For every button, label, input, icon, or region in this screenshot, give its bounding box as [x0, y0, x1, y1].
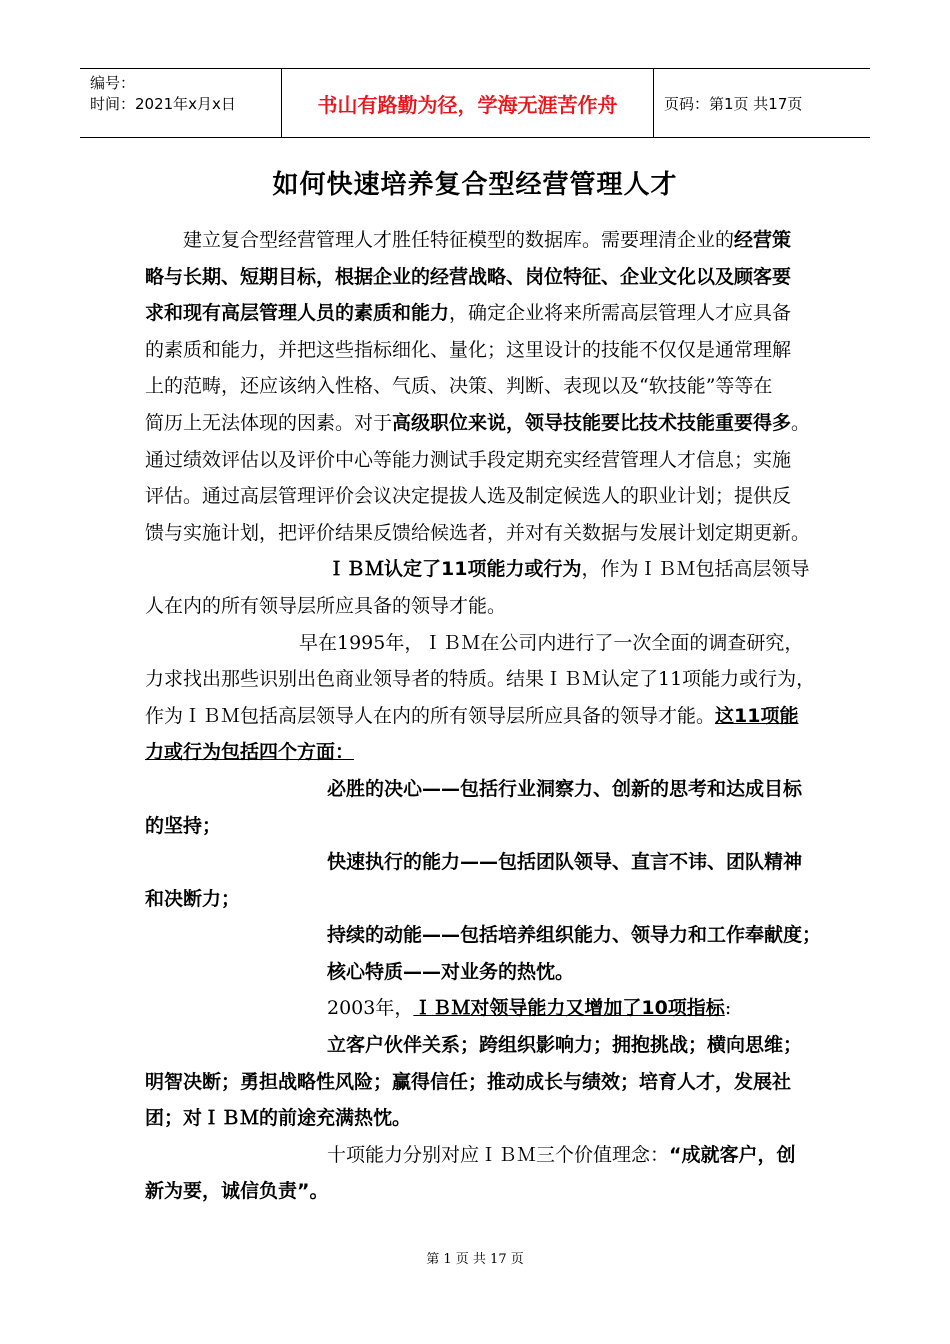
text-line: 早在1995年，ＩＢＭ在公司内进行了一次全面的调查研究， — [299, 631, 804, 654]
text-line: 略与长期、短期目标，根据企业的经营战略、岗位特征、企业文化以及顾客要 — [145, 265, 792, 288]
header-motto: 书山有路勤为径，学海无涯苦作舟 — [317, 92, 618, 117]
text-line: 和决断力； — [145, 887, 241, 910]
text-line: 新为要，诚信负责”。 — [145, 1180, 329, 1203]
text-run: 十项能力分别对应ＩＢＭ三个价值理念： — [327, 1143, 670, 1166]
text-line — [145, 222, 805, 259]
text-line: 力或行为包括四个方面： — [145, 741, 355, 764]
text-line: 馈与实施计划，把评价结果反馈给候选者，并对有关数据与发展计划定期更新。 — [145, 521, 811, 544]
bold-text: 经营策 — [734, 229, 792, 251]
document-body — [145, 222, 822, 1210]
text-line — [145, 295, 805, 332]
text-line: 团；对ＩＢＭ的前途充满热忱。 — [145, 1107, 412, 1130]
text-line: 人在内的所有领导层所应具备的领导才能。 — [145, 594, 507, 617]
text-run: 作为ＩＢＭ包括高层领导人在内的所有领导层所应具备的领导才能。 — [145, 704, 716, 727]
text-line — [145, 405, 811, 442]
text-run: 2003年， — [327, 997, 414, 1020]
text-line: 通过绩效评估以及评价中心等能力测试手段定期充实经营管理人才信息；实施 — [145, 448, 792, 471]
serial-label: 编号： — [90, 74, 136, 92]
underlined-text: ＩＢＭ对领导能力又增加了10项指标 — [413, 997, 725, 1020]
header-meta — [90, 73, 236, 115]
text-line: 立客户伙伴关系；跨组织影响力；拥抱挑战；横向思维； — [327, 1034, 803, 1057]
text-line: 的坚持； — [145, 814, 222, 837]
text-line: 评估。通过高层管理评价会议决定提拔人选及制定候选人的职业计划；提供反 — [145, 485, 792, 508]
bold-text: 求和现有高层管理人员的素质和能力 — [145, 302, 450, 325]
header-divider — [653, 69, 654, 137]
text-line: 上的范畴，还应该纳入性格、气质、决策、判断、表现以及“软技能”等等在 — [145, 375, 773, 398]
underlined-text: 这11项能 — [715, 704, 799, 727]
header-table — [80, 68, 870, 138]
text-run: 建立复合型经营管理人才胜任特征模型的数据库。需要理清企业的 — [183, 229, 735, 251]
header-page-info: 页码：第1页 共17页 — [664, 94, 803, 113]
text-line: 的素质和能力，并把这些指标细化、量化；这里设计的技能不仅仅是通常理解 — [145, 338, 792, 361]
text-run: ，作为ＩＢＭ包括高层领导 — [581, 558, 810, 581]
page-title: 如何快速培养复合型经营管理人才 — [272, 170, 678, 200]
text-run: 。 — [791, 411, 811, 434]
text-line: 明智决断；勇担战略性风险；赢得信任；推动成长与绩效；培育人才，发展社 — [145, 1070, 792, 1093]
text-line: 力求找出那些识别出色商业领导者的特质。结果ＩＢＭ认定了11项能力或行为， — [145, 668, 816, 691]
text-line: 持续的动能——包括培养组织能力、领导力和工作奉献度； — [327, 924, 822, 947]
text-line: 必胜的决心——包括行业洞察力、创新的思考和达成目标 — [327, 777, 803, 800]
text-line — [145, 551, 810, 588]
bold-text: “成就客户，创 — [669, 1143, 796, 1166]
bold-text: 高级职位来说，领导技能要比技术技能重要得多 — [392, 411, 792, 434]
text-line — [145, 990, 805, 1027]
time-label: 时间：2021年x月x日 — [90, 95, 236, 113]
text-run: ，确定企业将来所需高层管理人才应具备 — [449, 302, 792, 325]
text-run: 简历上无法体现的因素。对于 — [145, 411, 393, 434]
bold-text: ＩＢＭ认定了11项能力或行为 — [327, 558, 582, 581]
page-footer: 第 1 页 共 17 页 — [426, 1252, 524, 1267]
text-line: 核心特质——对业务的热忱。 — [327, 960, 575, 983]
text-line — [145, 1137, 805, 1174]
text-line: 快速执行的能力——包括团队领导、直言不讳、团队精神 — [327, 851, 803, 874]
text-line — [145, 698, 805, 735]
text-run: : — [724, 997, 732, 1020]
